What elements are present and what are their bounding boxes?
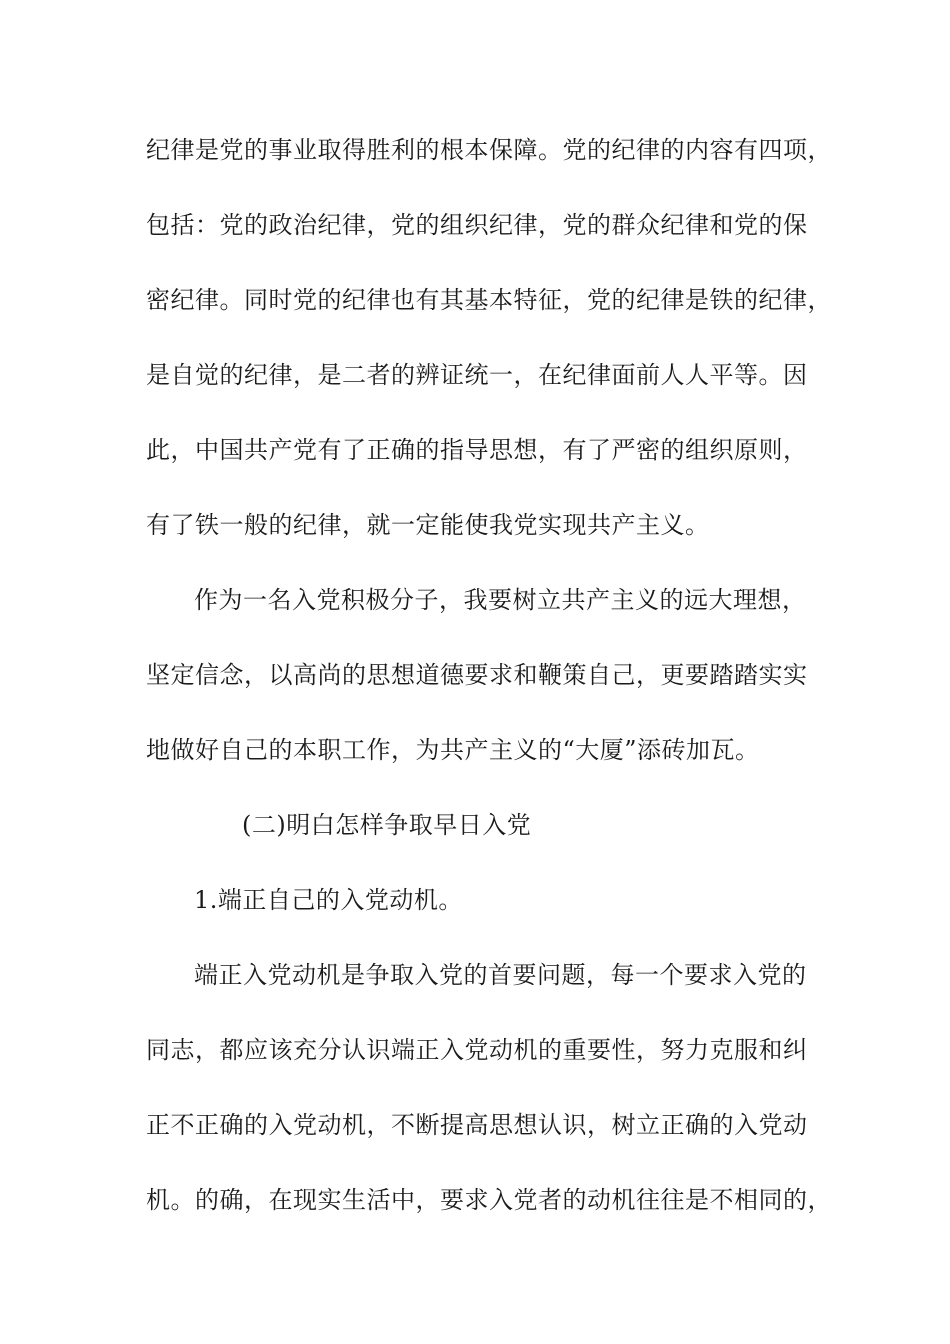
text-line: 同志，都应该充分认识端正入党动机的重要性，努力克服和纠 <box>146 1036 808 1064</box>
section-heading: (二)明白怎样争取早日入党 <box>242 811 532 839</box>
text-line: 作为一名入党积极分子，我要树立共产主义的远大理想， <box>194 586 807 614</box>
item-heading: 1.端正自己的入党动机。 <box>194 886 463 914</box>
text-line: 坚定信念，以高尚的思想道德要求和鞭策自己，更要踏踏实实 <box>146 661 808 689</box>
text-line: 机。的确，在现实生活中，要求入党者的动机往往是不相同的， <box>146 1186 832 1214</box>
text-line: 是自觉的纪律，是二者的辨证统一，在纪律面前人人平等。因 <box>146 361 808 389</box>
text-line: 纪律是党的事业取得胜利的根本保障。党的纪律的内容有四项， <box>146 136 832 164</box>
text-line: 正不正确的入党动机，不断提高思想认识，树立正确的入党动 <box>146 1111 808 1139</box>
text-line: 有了铁一般的纪律，就一定能使我党实现共产主义。 <box>146 511 710 539</box>
text-line: 密纪律。同时党的纪律也有其基本特征，党的纪律是铁的纪律， <box>146 286 832 314</box>
text-line: 地做好自己的本职工作，为共产主义的“大厦”添砖加瓦。 <box>146 736 760 764</box>
text-line: 端正入党动机是争取入党的首要问题，每一个要求入党的 <box>194 961 807 989</box>
text-line: 包括：党的政治纪律，党的组织纪律，党的群众纪律和党的保 <box>146 211 808 239</box>
text-line: 此，中国共产党有了正确的指导思想，有了严密的组织原则， <box>146 436 808 464</box>
